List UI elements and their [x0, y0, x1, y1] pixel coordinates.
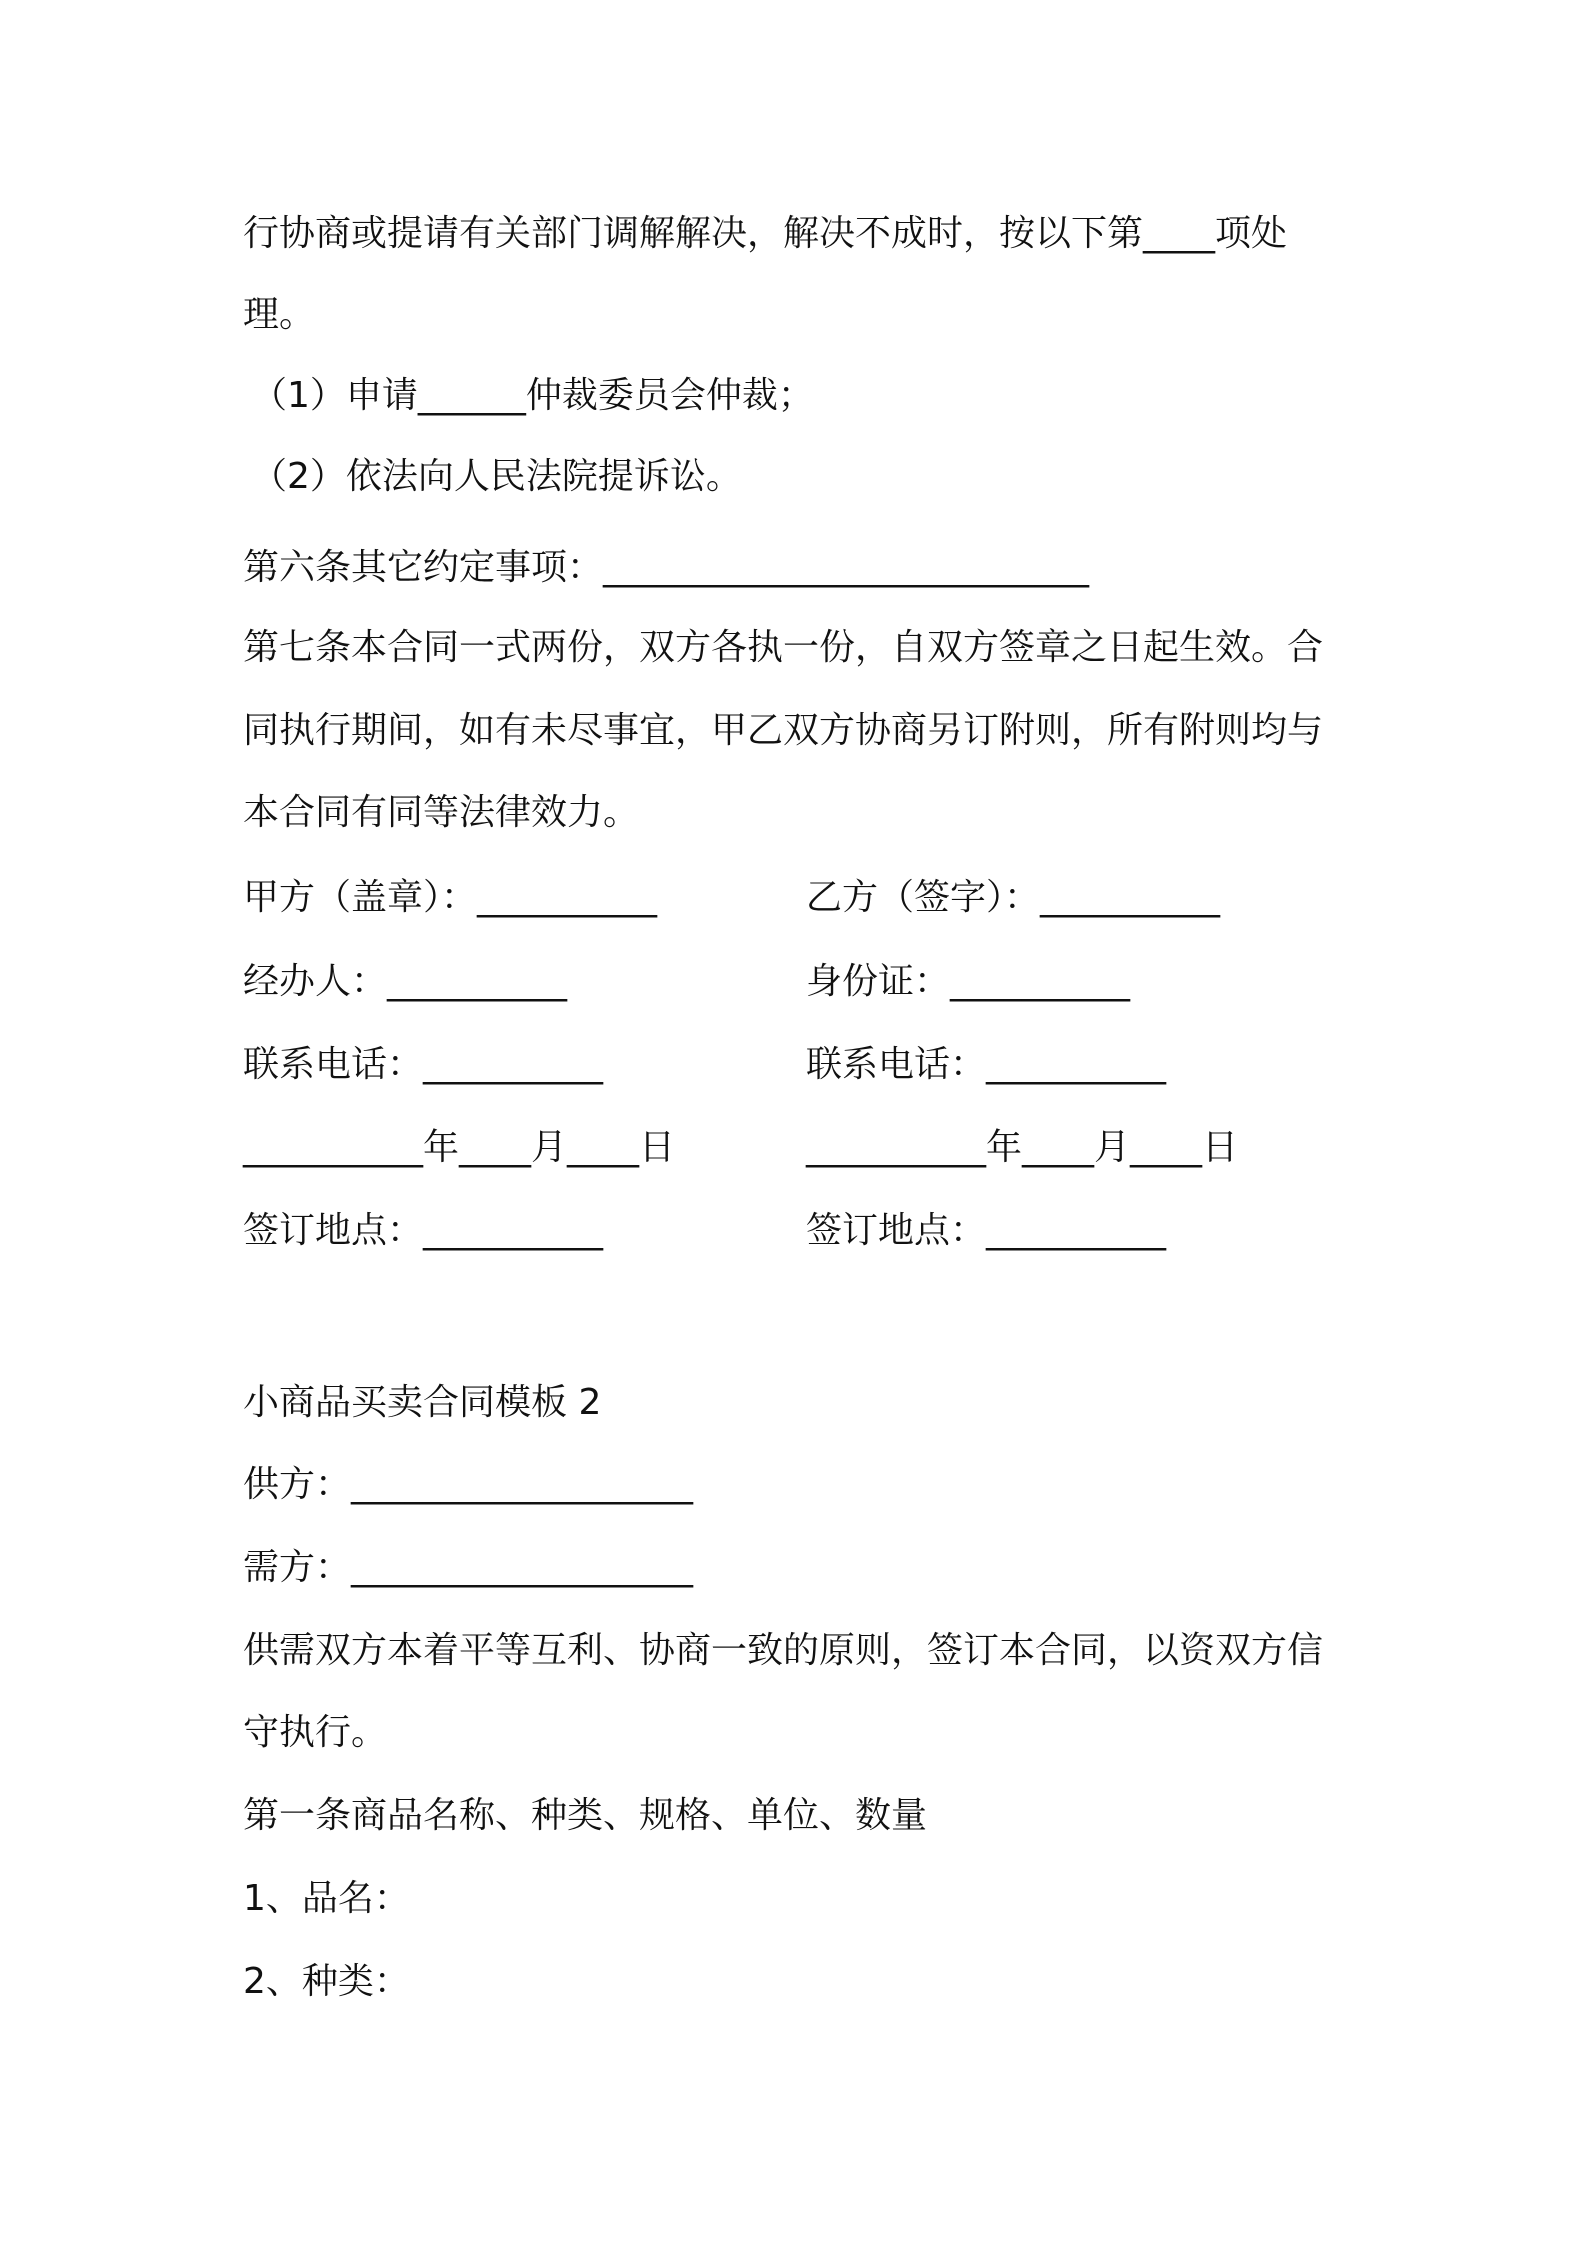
item-category: 2、种类： — [243, 1961, 410, 2002]
party-b-place: 签订地点：__________ — [806, 1210, 1167, 1251]
intro-line: 供需双方本着平等互利、协商一致的原则，签订本合同，以资双方信 — [243, 1630, 1324, 1671]
list-item-option-2: （2）依法向人民法院提诉讼。 — [251, 456, 742, 497]
article-seven-line: 第七条本合同一式两份，双方各执一份，自双方签章之日起生效。合 — [243, 627, 1324, 668]
party-a-seal: 甲方（盖章）：__________ — [243, 877, 658, 918]
paragraph-line: 行协商或提请有关部门调解解决，解决不成时，按以下第____项处 — [243, 213, 1288, 254]
buyer-field: 需方：___________________ — [243, 1547, 694, 1588]
party-a-date: __________年____月____日 — [243, 1127, 675, 1168]
supplier-field: 供方：___________________ — [243, 1464, 694, 1505]
article-seven-line: 同执行期间，如有未尽事宜，甲乙双方协商另订附则，所有附则均与 — [243, 710, 1324, 751]
party-a-phone: 联系电话：__________ — [243, 1044, 604, 1085]
article-seven-line: 本合同有同等法律效力。 — [243, 792, 640, 833]
party-b-id: 身份证：__________ — [806, 961, 1131, 1002]
party-a-place: 签订地点：__________ — [243, 1210, 604, 1251]
party-b-phone: 联系电话：__________ — [806, 1044, 1167, 1085]
list-item-option-1: （1）申请______仲裁委员会仲裁； — [251, 375, 814, 416]
paragraph-line: 理。 — [243, 294, 316, 335]
article-six: 第六条其它约定事项：___________________________ — [243, 547, 1090, 588]
template-2-title: 小商品买卖合同模板 2 — [243, 1382, 602, 1423]
party-b-signature: 乙方（签字）：__________ — [806, 877, 1221, 918]
party-a-agent: 经办人：__________ — [243, 961, 568, 1002]
party-b-date: __________年____月____日 — [806, 1127, 1238, 1168]
intro-line: 守执行。 — [243, 1712, 388, 1753]
item-product-name: 1、品名： — [243, 1878, 410, 1919]
article-one-heading: 第一条商品名称、种类、规格、单位、数量 — [243, 1795, 928, 1836]
